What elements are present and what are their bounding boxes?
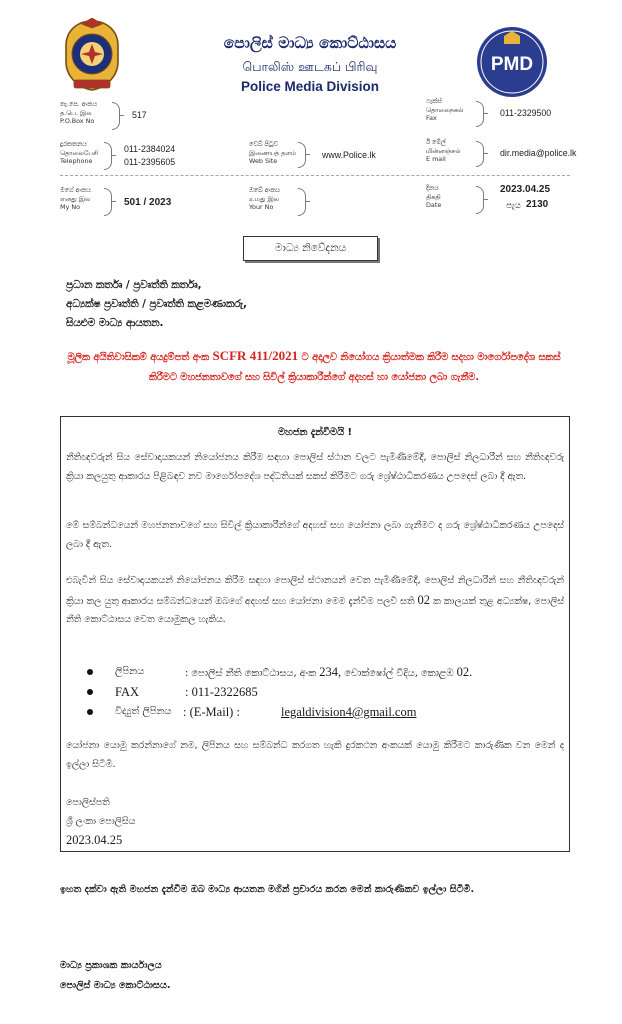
sri-lanka-police-emblem — [60, 18, 124, 92]
website-brace — [298, 142, 306, 168]
contact-list — [83, 662, 563, 722]
my-no-value: 501 / 2023 — [124, 197, 172, 208]
fax-value: 011-2329500 — [500, 108, 552, 118]
contact-address: ලිපිනය : පොලිස් නීති කොට්ඨාසය, අංක 234, චොක්ෂෝල් වීදිය, කොළඹ 02. — [83, 662, 563, 682]
addressee-block — [66, 276, 536, 333]
fax-brace — [476, 101, 484, 127]
telephone-value-1: 011-2384024 — [124, 144, 176, 154]
public-notice-box — [60, 416, 570, 852]
time-label: පැය — [506, 200, 521, 210]
pmd-logo-text: PMD — [490, 54, 534, 75]
addressee-line: ප්‍රධාන කර්තෘ / ප්‍රවෘත්ති කර්තෘ, — [66, 279, 202, 291]
pobox-label: තැ.පෙ. අංකය த.பெ. இல P.O.Box No — [60, 100, 98, 126]
date-label: දිනය திகதி Date — [426, 184, 442, 210]
my-no-brace — [104, 188, 112, 216]
website-label: වෙබ් පිටුව இணையத் தளம் Web Site — [249, 140, 297, 166]
issuing-office: මාධ්‍ය ප්‍රකාශක කාර්යාලය පොලිස් මාධ්‍ය කොට්ඨාසය. — [60, 960, 171, 991]
pmd-logo — [476, 26, 548, 98]
telephone-value-2: 011-2395605 — [124, 157, 176, 167]
signature-block — [66, 793, 366, 850]
pobox-brace — [112, 102, 120, 130]
telephone-label: දුරකතනය தொலைபேசி Telephone — [60, 140, 99, 166]
fax-label: ෆැක්ස් தொலைநகல் Fax — [426, 97, 464, 123]
closing-request: ඉහත දක්වා ඇති මහජන දැන්වීම ඔබ මාධ්‍ය ආයතන මගින් ප්‍රචාරය කරන මෙන් කාරුණිකව ඉල්ලා සිටිමි. — [60, 884, 475, 895]
contact-email: විද්‍යුත් ලිපිනය : (E-Mail) : legaldivision4@gmail.com — [83, 702, 563, 722]
date-brace — [476, 186, 484, 214]
bullet-icon — [87, 669, 93, 675]
notice-paragraph-1: නීතිඥවරුන් සිය සේවාදායකයන් නියෝජනය කිරීම සඳහා පොලිස් ස්ථාන වලට පැමිණීමේදී, පොලිස් නිලධාරීන් සහ නීතිඥවරු ක්‍රියා කලයුතු ආකාරය පිළිබඳව නව මාර්ගෝපදේශ පද්ධතියක් සකස් කිරීමට ගරු ශ්‍රේෂ්ඨාධිකරණය උපදෙස් ලබා දී ඇත. — [66, 452, 564, 482]
bullet-icon — [87, 689, 93, 695]
header-divider — [60, 175, 570, 176]
subject-heading: මූලික අයිතිවාසිකම් අයදුම්පත් අංක SCFR 411/2021 ට අදාලව නියෝගය ක්‍රියාත්මක කිරීම සදහා මාර්ගෝපදේශ සකස් කිරීමට මහජනතාවගේ සහ සිවිල් ක්‍රියාකාරීන්ගේ අදහස් හා යෝජනා ලබා ගැනීම. — [67, 348, 561, 383]
header-title-tamil: பொலிஸ் ஊடகப் பிரிவு — [242, 59, 378, 74]
addressee-line: සියළුම මාධ්‍ය ආයතන. — [66, 317, 164, 329]
header-title-sinhala: පොලිස් මාධ්‍ය කොට්ඨාසය — [223, 34, 397, 52]
case-number: SCFR 411/2021 — [212, 348, 299, 363]
signature-title: පොලිස්පති — [66, 797, 110, 808]
my-no-label: මගේ අංකය எனது இல My No — [60, 186, 91, 212]
bullet-icon — [87, 709, 93, 715]
signature-org: ශ්‍රී ලංකා පොලිසිය — [66, 816, 136, 827]
signature-date: 2023.04.25 — [66, 833, 123, 847]
date-value: 2023.04.25 — [500, 184, 551, 195]
pobox-value: 517 — [132, 110, 147, 120]
header-title-english: Police Media Division — [240, 79, 380, 94]
media-release-title: මාධ්‍ය නිවේදනය — [243, 236, 378, 261]
website-value[interactable]: www.Police.lk — [322, 150, 376, 160]
notice-paragraph-3: එබැවින් සිය සේවාදායකයන් නියෝජනය කිරීම සඳහා පොලිස් ස්ථානයන් වෙත පැමිණීමේදී, පොලිස් නිලධාරීන් සහ නීතිඥවරුන් ක්‍රියා කල යුතු ආකාරය සම්බන්ධයෙන් ඔබගේ අදහස් සහ යෝජනා මෙම දැන්වීම පලවී සති 02 ක කාලයක් තුළ අධ්‍යක්ෂ, පොලිස් නීති කොට්ඨාසය වෙත යොමුකල හැකිය. — [66, 575, 565, 625]
addressee-line: අධ්‍යක්ෂ ප්‍රවෘත්ති / ප්‍රවෘත්ති කළමණාකරු, — [66, 298, 247, 310]
contact-fax: FAX : 011-2322685 — [83, 682, 563, 702]
your-no-label: ඔබේ අංකය உமது இல Your No — [249, 186, 281, 212]
email-value[interactable]: dir.media@police.lk — [500, 148, 577, 158]
your-no-brace — [298, 188, 306, 216]
email-brace — [476, 141, 484, 167]
legal-division-email-link[interactable]: legaldivision4@gmail.com — [281, 705, 417, 719]
email-label: ඊ මේල් மின்னஞ்சல் E mail — [426, 138, 461, 164]
time-value: 2130 — [526, 199, 549, 210]
notice-heading: මහජන දැන්වීමයි ! — [277, 427, 353, 438]
telephone-brace — [104, 142, 112, 170]
notice-paragraph-4: යෝජනා යොමු කරන්නාගේ නම, ලිපිනය සහ සම්බන්ධ කරගත හැකි දුරකථන අංකයක් යොමු කිරීමට කාරුණික වන මෙන් ද ඉල්ලා සිටිමි. — [66, 740, 564, 770]
notice-paragraph-2: මේ සම්බන්ධයෙන් මහජනතාවගේ සහ සිවිල් ක්‍රියාකාරීන්ගේ අදහස් සහ යෝජනා ලබා ගැනීමට ද ගරු ශ්‍රේෂ්ඨාධිකරණය උපදෙස් ලබා දී ඇත. — [66, 520, 564, 550]
